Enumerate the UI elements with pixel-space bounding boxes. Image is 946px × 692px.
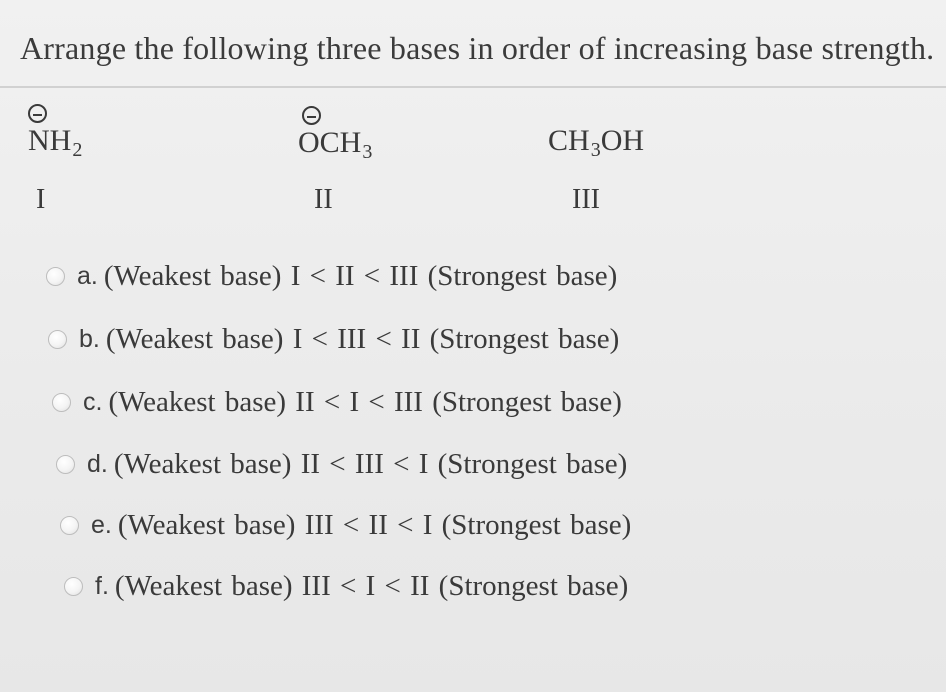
radio-button-icon[interactable] [60,516,79,535]
compound-numeral-1: I [36,184,46,215]
formula-subscript: 3 [590,139,601,161]
compound-amide-formula [28,124,82,162]
option-letter: b. [79,325,100,353]
option-letter: f. [95,572,109,600]
option-f[interactable] [64,570,628,603]
divider [0,86,946,88]
radio-button-icon[interactable] [64,577,83,596]
radio-button-icon[interactable] [48,330,67,349]
radio-button-icon[interactable] [56,455,75,474]
formula-main: NH [28,124,72,157]
option-c[interactable] [52,386,622,419]
question-text: Arrange the following three bases in order of increasing base strength. [20,30,935,66]
negative-charge-icon-methoxide [302,106,321,125]
negative-charge-icon-amide [28,104,47,123]
option-text: (Weakest base) III < I < II (Strongest base) [114,570,629,602]
option-b[interactable] [48,323,619,356]
radio-button-icon[interactable] [46,267,65,286]
formula-main: CH [548,124,590,157]
formula-subscript: 2 [72,139,83,161]
compound-numeral-2: II [314,184,333,215]
option-a[interactable] [46,260,617,293]
compound-methanol-formula [548,124,644,162]
formula-main: OCH [298,126,362,159]
option-text: (Weakest base) I < III < II (Strongest base) [105,323,620,355]
option-letter: c. [83,388,103,416]
compound-numeral-3: III [572,184,600,215]
option-text: (Weakest base) II < I < III (Strongest base) [108,386,622,418]
option-text: (Weakest base) II < III < I (Strongest base) [113,448,628,480]
formula-subscript: 3 [362,141,373,163]
option-letter: a. [77,262,98,290]
option-text: (Weakest base) I < II < III (Strongest base) [103,260,618,292]
option-e[interactable] [60,509,631,542]
option-letter: e. [91,511,112,539]
option-d[interactable] [56,448,627,481]
formula-tail: OH [600,124,645,157]
radio-button-icon[interactable] [52,393,71,412]
option-text: (Weakest base) III < II < I (Strongest base) [117,509,632,541]
compound-methoxide-formula [298,126,372,164]
option-letter: d. [87,450,108,478]
